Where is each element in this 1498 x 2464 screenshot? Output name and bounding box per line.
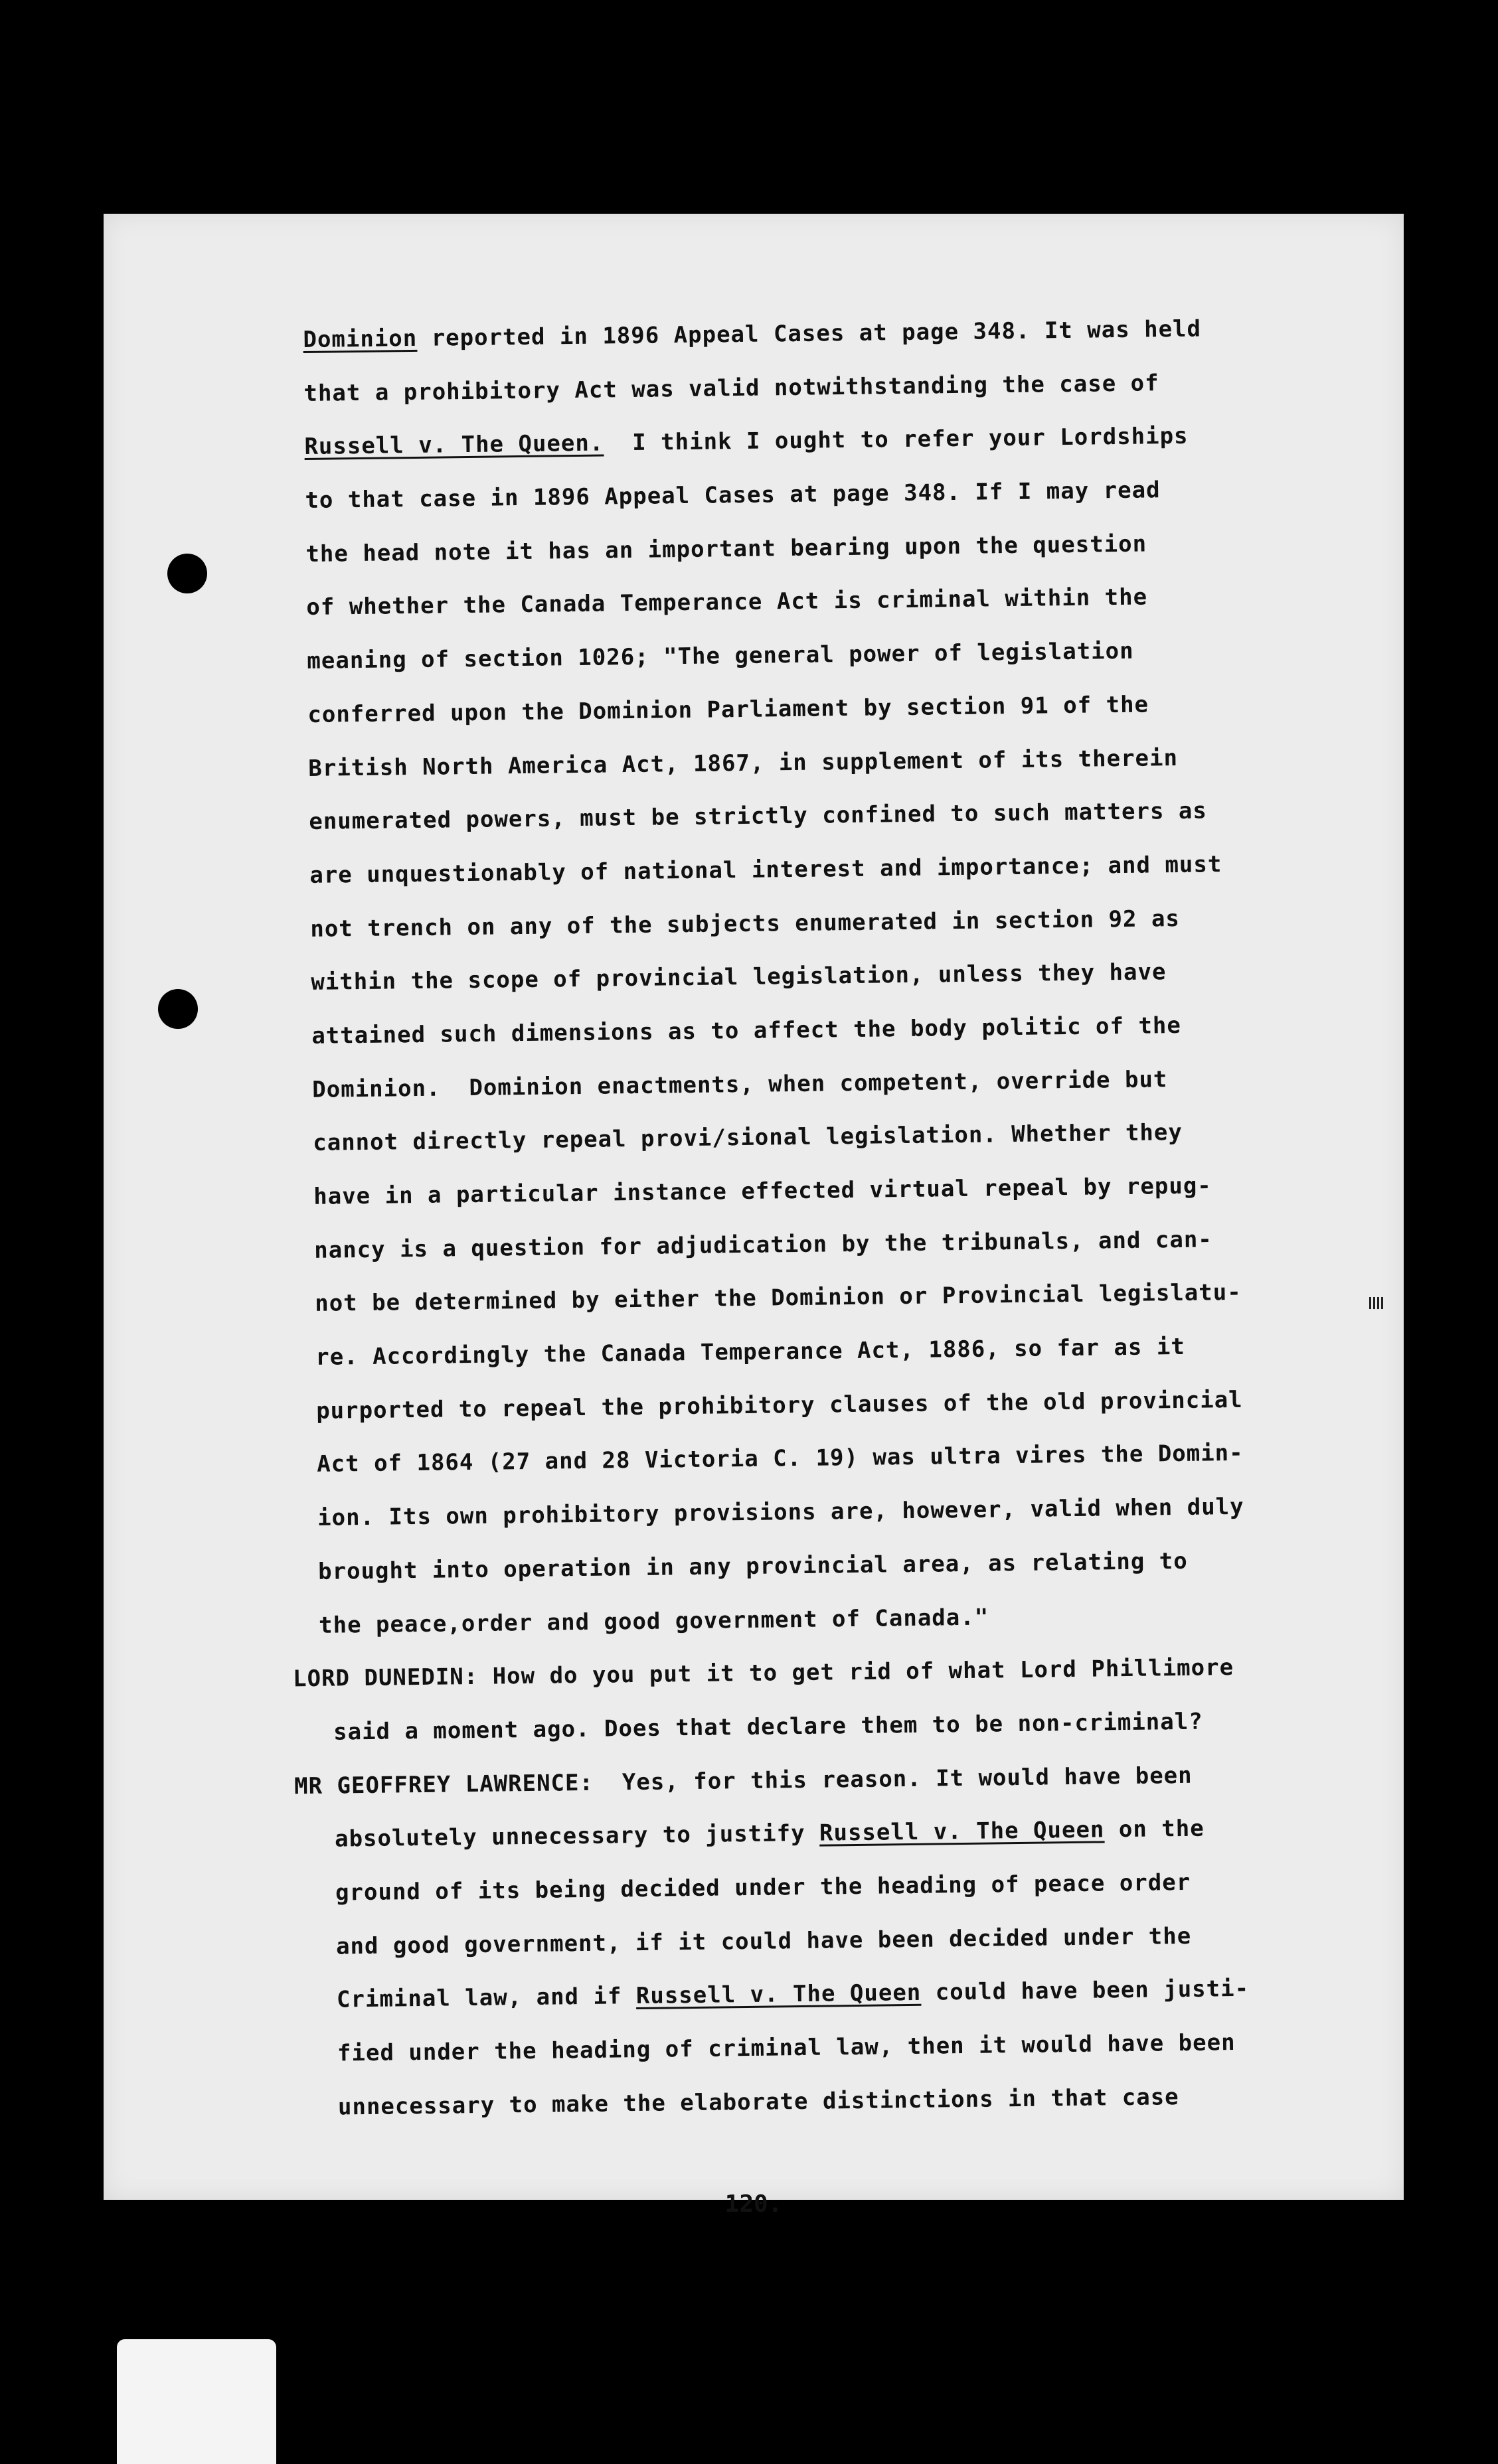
text-span: meaning of section 1026; "The general power of legislation xyxy=(307,637,1134,675)
text-span: unnecessary to make the elaborate distinctions in that case xyxy=(337,2083,1179,2121)
text-span: said a moment ago. Does that declare them to be non-criminal? xyxy=(333,1708,1203,1746)
text-span: MR GEOFFREY LAWRENCE: Yes, for this reason. It would have been xyxy=(293,1762,1193,1800)
paragraph-quote xyxy=(303,300,1382,1652)
text-span: are unquestionably of national interest and importance; and must xyxy=(309,851,1222,889)
page-number: 120. xyxy=(724,2191,783,2218)
underlined-case-name: Dominion xyxy=(303,325,418,353)
punch-hole xyxy=(167,554,207,593)
text-span: fied under the heading of criminal law, then it would have been xyxy=(337,2029,1236,2067)
text-span: the peace,order and good government of Canada." xyxy=(318,1604,989,1639)
text-span: nancy is a question for adjudication by the tribunals, and can- xyxy=(314,1226,1212,1264)
text-span: that a prohibitory Act was valid notwithstanding the case of xyxy=(303,369,1159,407)
text-span: to that case in 1896 Appeal Cases at page 348. If I may read xyxy=(305,477,1161,514)
text-span: cannot directly repeal provi/sional legislation. Whether they xyxy=(313,1119,1183,1157)
text-span: re. Accordingly the Canada Temperance Act, 1886, so far as it xyxy=(315,1333,1186,1371)
document-page xyxy=(104,214,1404,2218)
text-span: the head note it has an important bearing upon the question xyxy=(305,530,1147,568)
underlined-case-name: Russell v. The Queen xyxy=(635,1979,922,2010)
text-span: and good government, if it could have been decided under the xyxy=(335,1922,1192,1960)
underlined-case-name: Russell v. The Queen xyxy=(819,1816,1105,1847)
text-span: brought into operation in any provincial area, as relating to xyxy=(317,1547,1188,1585)
text-span: absolutely unnecessary to justify xyxy=(334,1819,820,1853)
text-span: British North America Act, 1867, in supplement of its therein xyxy=(308,744,1179,782)
body-text xyxy=(292,300,1387,2134)
text-span: Criminal law, and if xyxy=(336,1983,637,2013)
text-span: LORD DUNEDIN: How do you put it to get rid of what Lord Phillimore xyxy=(292,1654,1234,1693)
text-span: reported in 1896 Appeal Cases at page 348. It was held xyxy=(416,315,1202,352)
text-span: purported to repeal the prohibitory clauses of the old provincial xyxy=(315,1386,1243,1424)
underlined-case-name: Russell v. The Queen. xyxy=(304,429,604,461)
text-span: attained such dimensions as to affect the body politic of the xyxy=(311,1012,1182,1049)
text-span: Dominion. Dominion enactments, when competent, override but xyxy=(312,1065,1168,1103)
text-span: on the xyxy=(1104,1815,1205,1843)
dialogue xyxy=(292,1639,1388,2134)
text-span: not be determined by either the Dominion or Provincial legislatu- xyxy=(314,1279,1242,1318)
text-span: not trench on any of the subjects enumerated in section 92 as xyxy=(310,905,1181,943)
text-span: ground of its being decided under the heading of peace order xyxy=(335,1869,1191,1906)
text-span: of whether the Canada Temperance Act is criminal within the xyxy=(306,583,1148,621)
text-span: have in a particular instance effected virtual repeal by repug- xyxy=(313,1172,1212,1210)
text-span: within the scope of provincial legislation, unless they have xyxy=(311,959,1167,996)
film-tab xyxy=(117,2339,276,2464)
text-span: I think I ought to refer your Lordships xyxy=(604,423,1189,457)
text-span: could have been justi- xyxy=(921,1975,1250,2007)
punch-hole xyxy=(158,989,198,1029)
text-span: conferred upon the Dominion Parliament by section 91 of the xyxy=(307,691,1149,728)
text-span: enumerated powers, must be strictly confined to such matters as xyxy=(309,797,1208,836)
text-span: ion. Its own prohibitory provisions are, however, valid when duly xyxy=(317,1493,1244,1531)
text-span: Act of 1864 (27 and 28 Victoria C. 19) was ultra vires the Domin- xyxy=(316,1440,1244,1478)
